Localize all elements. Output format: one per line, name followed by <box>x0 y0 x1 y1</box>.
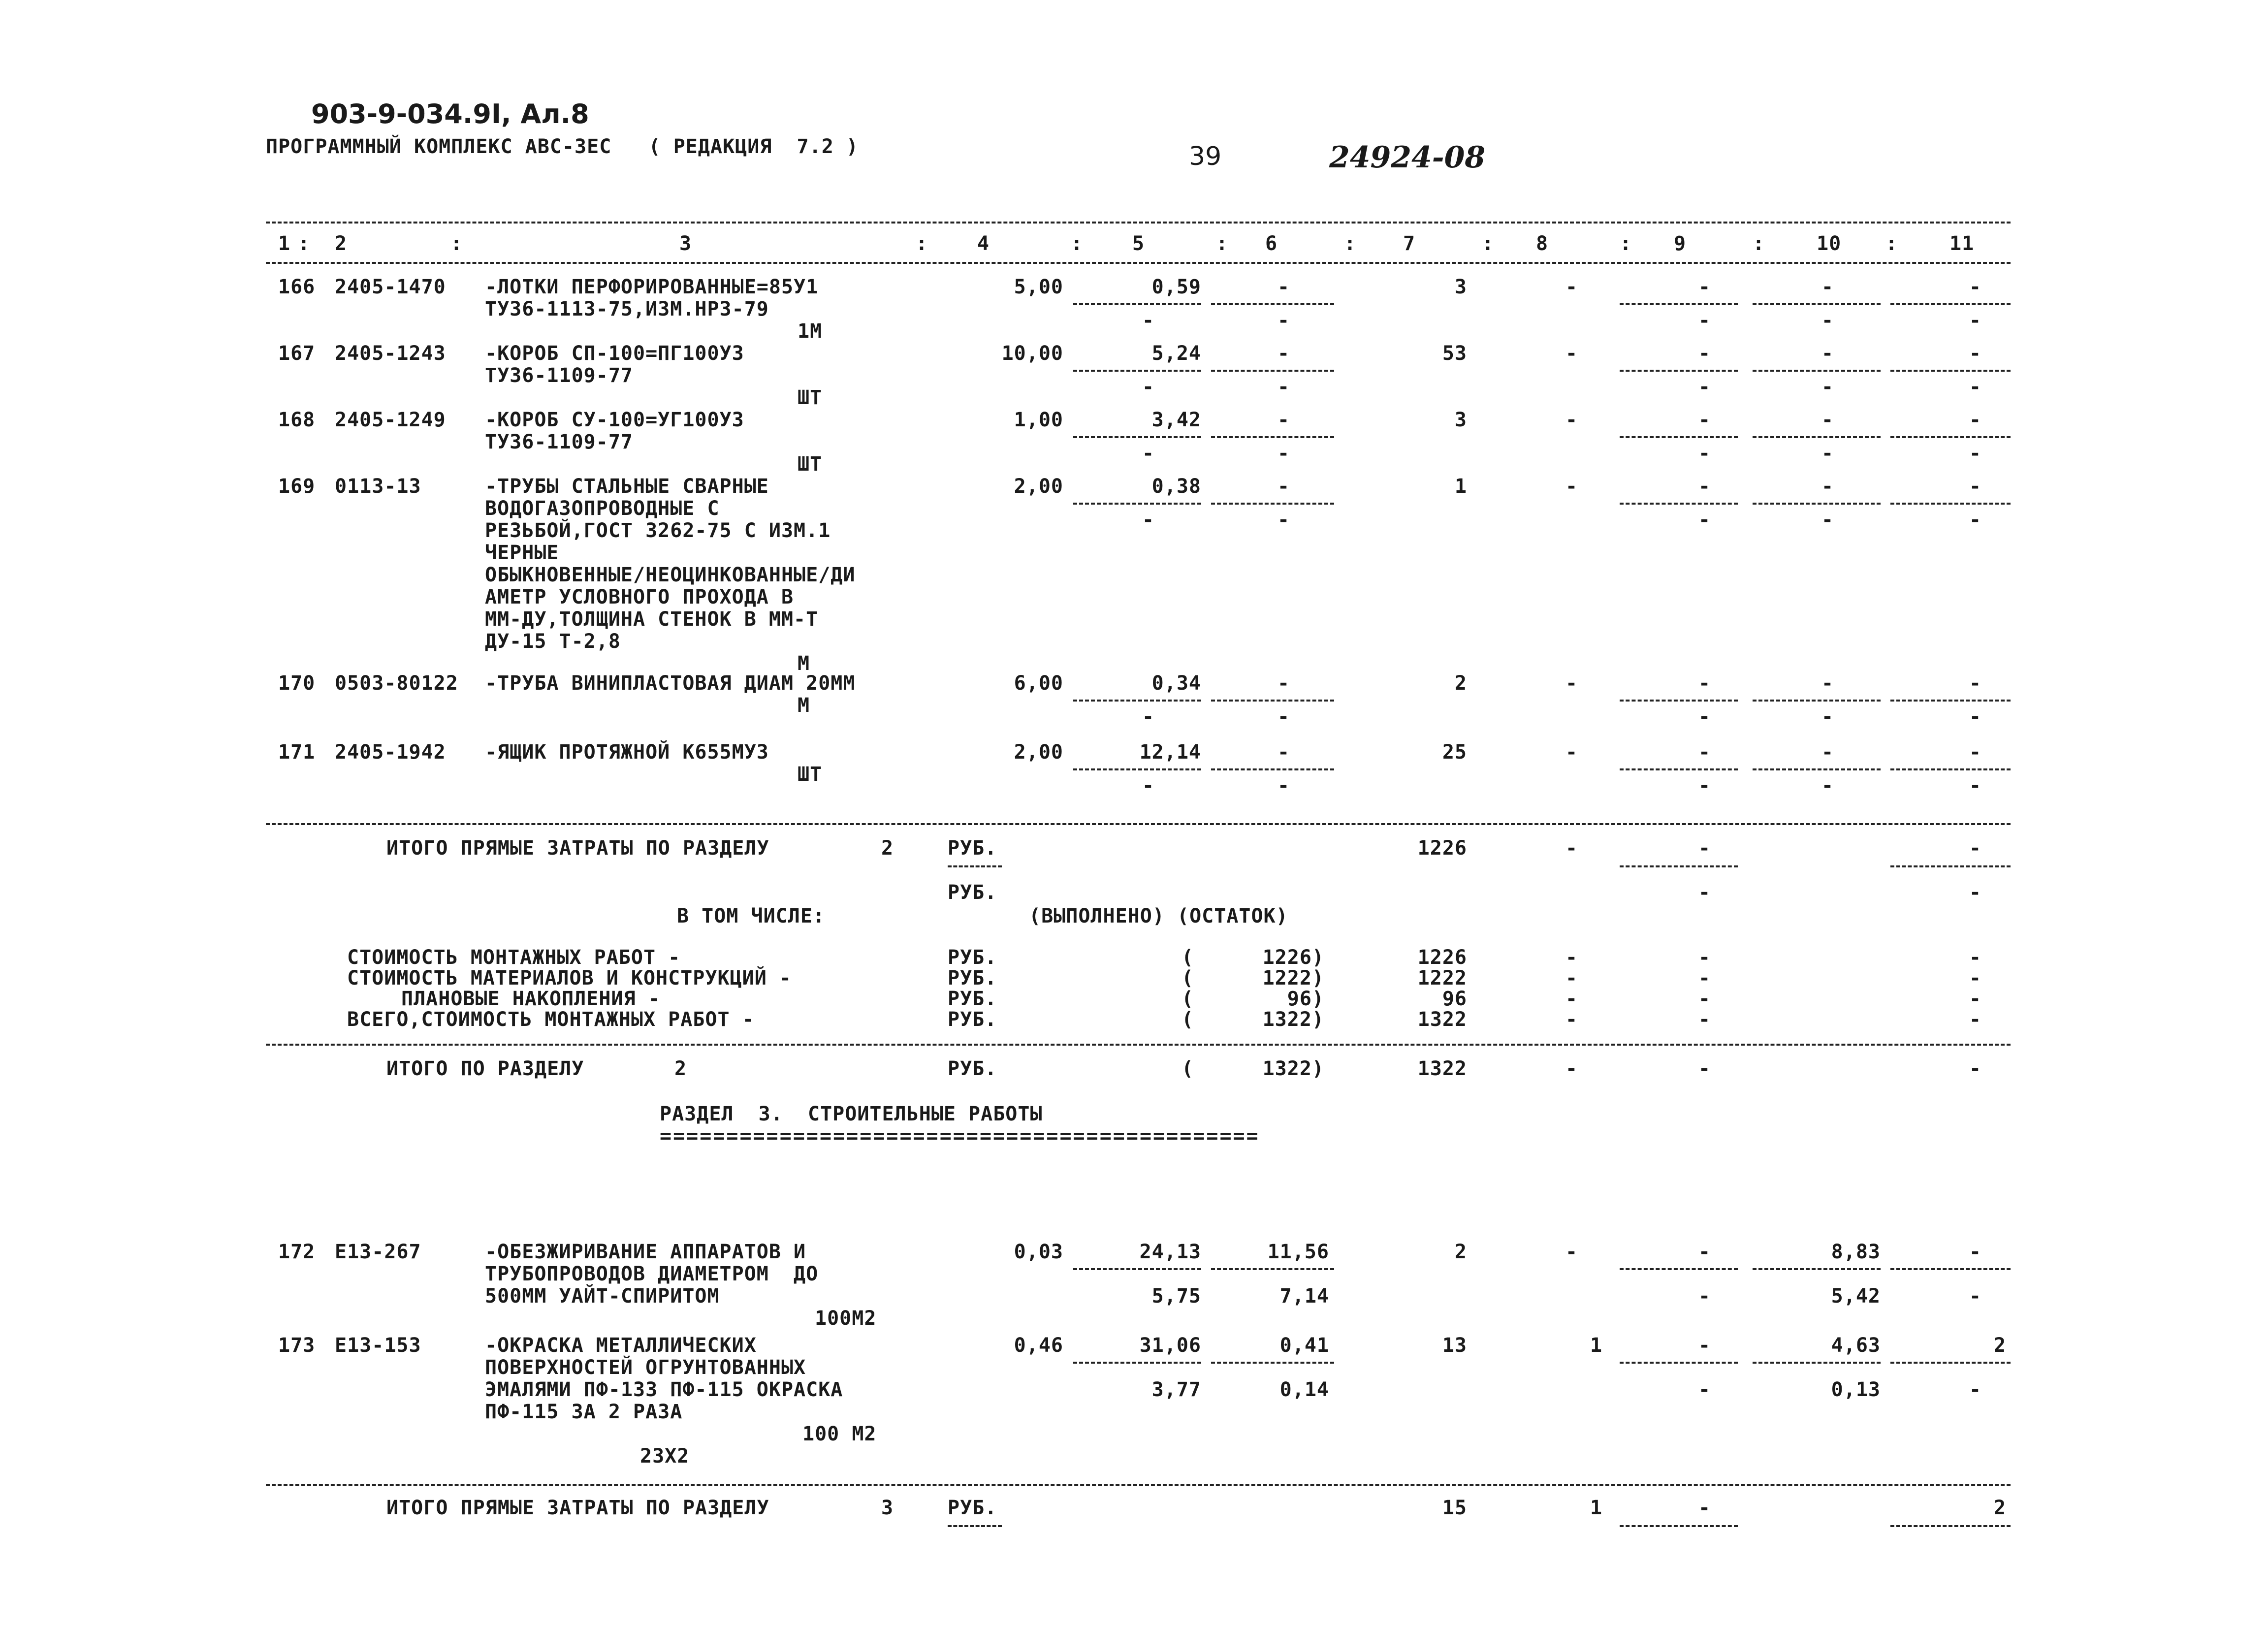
cell-rule <box>1620 700 1738 702</box>
row-c10: - <box>1821 672 1834 695</box>
row-number: 170 <box>278 672 316 695</box>
breakdown-rub: РУБ. <box>948 946 997 969</box>
row-description-line: ТРУБОПРОВОДОВ ДИАМЕТРОМ ДО <box>485 1263 819 1285</box>
row-c6-second: 7,14 <box>1279 1285 1329 1308</box>
row-description-line: ОБЫКНОВЕННЫЕ/НЕОЦИНКОВАННЫЕ/ДИ <box>485 564 856 586</box>
breakdown-dash: - <box>1565 967 1578 990</box>
breakdown-value: 96 <box>1442 988 1467 1010</box>
row-c11: - <box>1969 475 1982 498</box>
total-c8: - <box>1565 837 1578 860</box>
column-separator: : <box>1753 232 1765 255</box>
cell-rule <box>1620 370 1738 372</box>
cell-rule <box>1073 370 1201 372</box>
row-code: 0113-13 <box>335 475 421 498</box>
row-c10: - <box>1821 342 1834 365</box>
row-c8: - <box>1565 1241 1578 1263</box>
row-c6-second: 0,14 <box>1279 1378 1329 1401</box>
row-dash: - <box>1698 774 1711 797</box>
cell-rule <box>1620 1268 1738 1270</box>
row-unit: ШТ <box>798 453 823 476</box>
row-c9: - <box>1698 276 1711 298</box>
breakdown-dash: - <box>1698 1008 1711 1031</box>
row-c10: - <box>1821 475 1834 498</box>
breakdown-label: СТОИМОСТЬ МОНТАЖНЫХ РАБОТ - <box>347 946 681 969</box>
row-c10: - <box>1821 409 1834 431</box>
breakdown-dash: - <box>1969 946 1982 969</box>
row-c8: - <box>1565 276 1578 298</box>
column-header-2: 2 <box>335 232 348 255</box>
row-dash: - <box>1278 442 1290 465</box>
row-c11: - <box>1969 409 1982 431</box>
row-price: 0,59 <box>1151 276 1201 298</box>
including-label: В ТОМ ЧИСЛЕ: <box>677 905 825 927</box>
row-code: 0503-80122 <box>335 672 458 695</box>
row-description-line: ДУ-15 Т-2,8 <box>485 630 621 653</box>
row-total: 53 <box>1442 342 1467 365</box>
section-3-rule <box>266 1484 2011 1486</box>
row-description-line: -КОРОБ СУ-100=УГ100У3 <box>485 409 744 431</box>
row-c8: - <box>1565 409 1578 431</box>
row-quantity: 0,46 <box>1014 1334 1063 1357</box>
row-dash: - <box>1698 376 1711 398</box>
row-code: 2405-1942 <box>335 741 446 764</box>
row-dash: - <box>1142 509 1155 531</box>
s3-total-c8: 1 <box>1590 1497 1603 1519</box>
row-c9: - <box>1698 1334 1711 1357</box>
column-header-5: 5 <box>1132 232 1145 255</box>
row-c10-second: 0,13 <box>1831 1378 1881 1401</box>
total-c11: - <box>1969 837 1982 860</box>
row-c9: - <box>1698 741 1711 764</box>
cell-rule <box>1073 503 1201 505</box>
total-direct-value: 1226 <box>1417 837 1467 860</box>
s3-section-number: 3 <box>881 1497 894 1519</box>
row-dash: - <box>1142 309 1155 332</box>
column-separator: : <box>916 232 928 255</box>
cell-rule <box>1620 1362 1738 1364</box>
row-dash: - <box>1142 705 1155 728</box>
row-c11: 2 <box>1994 1334 2007 1357</box>
breakdown-paren: ( <box>1182 967 1194 990</box>
row-c6: 11,56 <box>1267 1241 1329 1263</box>
breakdown-dash: - <box>1565 988 1578 1010</box>
total-c9: - <box>1698 837 1711 860</box>
row-dash: - <box>1969 442 1982 465</box>
column-header-6: 6 <box>1265 232 1278 255</box>
s3-total-c11: 2 <box>1994 1497 2007 1519</box>
row-number: 168 <box>278 409 316 431</box>
column-header-3: 3 <box>679 232 692 255</box>
row-dash: - <box>1969 376 1982 398</box>
row-dash: - <box>1969 509 1982 531</box>
cell-rule <box>1890 303 2011 305</box>
cell-rule <box>1890 768 2011 770</box>
breakdown-done: 96) <box>1287 988 1324 1010</box>
column-header-4: 4 <box>977 232 990 255</box>
breakdown-dash: - <box>1565 1008 1578 1031</box>
column-separator: : <box>1344 232 1357 255</box>
row-dash: - <box>1278 774 1290 797</box>
row-description-line: ЧЕРНЫЕ <box>485 542 559 564</box>
column-separator: : <box>1885 232 1898 255</box>
row-c10: 4,63 <box>1831 1334 1881 1357</box>
section-2-total-rule <box>266 1044 2011 1046</box>
cell-rule <box>1211 1362 1334 1364</box>
row-c11: - <box>1969 672 1982 695</box>
row-c9-second: - <box>1698 1285 1711 1308</box>
row-c8: 1 <box>1590 1334 1603 1357</box>
row-description-line: -ОКРАСКА МЕТАЛЛИЧЕСКИХ <box>485 1334 757 1357</box>
section-total-label: ИТОГО ПО РАЗДЕЛУ <box>386 1057 584 1080</box>
row-c6: - <box>1278 342 1290 365</box>
cell-rule <box>1620 303 1738 305</box>
row-total: 1 <box>1454 475 1467 498</box>
row-dash: - <box>1142 442 1155 465</box>
breakdown-label: ВСЕГО,СТОИМОСТЬ МОНТАЖНЫХ РАБОТ - <box>347 1008 755 1031</box>
column-header-11: 11 <box>1949 232 1975 255</box>
section-3-title: РАЗДЕЛ 3. СТРОИТЕЛЬНЫЕ РАБОТЫ <box>660 1103 1043 1125</box>
cell-rule <box>1211 436 1334 438</box>
breakdown-paren: ( <box>1182 946 1194 969</box>
breakdown-paren: ( <box>1182 988 1194 1010</box>
breakdown-rub: РУБ. <box>948 967 997 990</box>
section-total-done: 1322) <box>1262 1057 1324 1080</box>
cell-rule <box>1073 1268 1201 1270</box>
row-price: 3,42 <box>1151 409 1201 431</box>
row-total: 25 <box>1442 741 1467 764</box>
row-quantity: 1,00 <box>1014 409 1063 431</box>
row-quantity: 10,00 <box>1001 342 1063 365</box>
cell-rule <box>1073 436 1201 438</box>
row-c5: 24,13 <box>1139 1241 1201 1263</box>
row-dash: - <box>1821 376 1834 398</box>
row-c9: - <box>1698 672 1711 695</box>
row-dash: - <box>1698 309 1711 332</box>
row-quantity: 6,00 <box>1014 672 1063 695</box>
row-c8: - <box>1565 475 1578 498</box>
row-price: 0,34 <box>1151 672 1201 695</box>
row-c6: - <box>1278 409 1290 431</box>
row-price: 5,24 <box>1151 342 1201 365</box>
column-header-9: 9 <box>1674 232 1687 255</box>
s3-total-value: 15 <box>1442 1497 1467 1519</box>
row-total: 3 <box>1454 276 1467 298</box>
breakdown-done: 1322) <box>1262 1008 1324 1031</box>
row-quantity: 2,00 <box>1014 475 1063 498</box>
row-c9: - <box>1698 1241 1711 1263</box>
row-c5: 31,06 <box>1139 1334 1201 1357</box>
row-dash: - <box>1969 774 1982 797</box>
column-separator: : <box>450 232 463 255</box>
cell-rule <box>1753 1362 1881 1364</box>
row-dash: - <box>1821 442 1834 465</box>
cell-rule <box>1753 1268 1881 1270</box>
row-description-line: АМЕТР УСЛОВНОГО ПРОХОДА В <box>485 586 794 608</box>
row-c8: - <box>1565 672 1578 695</box>
breakdown-value: 1322 <box>1417 1008 1467 1031</box>
cell-rule <box>1211 503 1334 505</box>
row-description-line: -ЯЩИК ПРОТЯЖНОЙ К655МУ3 <box>485 741 769 764</box>
breakdown-dash: - <box>1698 988 1711 1010</box>
cell-rule <box>1753 370 1881 372</box>
row-c11: - <box>1969 1241 1982 1263</box>
breakdown-dash: - <box>1969 988 1982 1010</box>
cell-rule <box>1890 370 2011 372</box>
table-top-rule <box>266 222 2011 223</box>
section-2-rule <box>266 823 2011 825</box>
s3-total-direct-label: ИТОГО ПРЯМЫЕ ЗАТРАТЫ ПО РАЗДЕЛУ <box>386 1497 769 1519</box>
column-header-rule <box>266 262 2011 264</box>
breakdown-done: 1222) <box>1262 967 1324 990</box>
row-total: 2 <box>1454 1241 1467 1263</box>
breakdown-dash: - <box>1969 1008 1982 1031</box>
row-price: 12,14 <box>1139 741 1201 764</box>
row-number: 169 <box>278 475 316 498</box>
column-separator: : <box>1620 232 1632 255</box>
cell-rule <box>1890 700 2011 702</box>
cell-rule <box>1890 1362 2011 1364</box>
row-description-line: -ТРУБЫ СТАЛЬНЫЕ СВАРНЫЕ <box>485 475 769 498</box>
section-total-value: 1322 <box>1417 1057 1467 1080</box>
row-c11-second: - <box>1969 1285 1982 1308</box>
cell-rule <box>1073 1362 1201 1364</box>
row-unit: М <box>798 694 810 717</box>
row-number: 171 <box>278 741 316 764</box>
row-code: E13-153 <box>335 1334 421 1357</box>
rub-label-2: РУБ. <box>948 881 997 904</box>
row-unit: 100М2 <box>815 1307 877 1330</box>
handwritten-code: 24924-08 <box>1329 140 1486 175</box>
row-c6: - <box>1278 741 1290 764</box>
breakdown-dash: - <box>1698 967 1711 990</box>
cell-rule <box>1753 303 1881 305</box>
row-description-line: ТУ36-1109-77 <box>485 364 633 387</box>
row-description-line: -КОРОБ СП-100=ПГ100У3 <box>485 342 744 365</box>
cell-rule <box>1073 768 1201 770</box>
section-number: 2 <box>881 837 894 860</box>
row-c10: - <box>1821 741 1834 764</box>
row-description-line: ТУ36-1109-77 <box>485 431 633 453</box>
row-quantity: 5,00 <box>1014 276 1063 298</box>
column-separator: : <box>298 232 311 255</box>
row-multiplier: 23Х2 <box>640 1445 690 1468</box>
cell-rule <box>1211 768 1334 770</box>
cell-rule <box>1890 436 2011 438</box>
row-c11: - <box>1969 342 1982 365</box>
done-rest-label: (ВЫПОЛНЕНО) (ОСТАТОК) <box>1029 905 1288 927</box>
row-dash: - <box>1821 705 1834 728</box>
row-dash: - <box>1698 509 1711 531</box>
row-description-line: РЕЗЬБОЙ,ГОСТ 3262-75 С ИЗМ.1 <box>485 519 831 542</box>
row-total: 2 <box>1454 672 1467 695</box>
row-c10: - <box>1821 276 1834 298</box>
row-c9: - <box>1698 475 1711 498</box>
row-number: 172 <box>278 1241 316 1263</box>
row-dash: - <box>1698 442 1711 465</box>
row-dash: - <box>1821 309 1834 332</box>
row-description-line: -ОБЕЗЖИРИВАНИЕ АППАРАТОВ И <box>485 1241 806 1263</box>
row-description-line: ЭМАЛЯМИ ПФ-133 ПФ-115 ОКРАСКА <box>485 1378 843 1401</box>
program-line: ПРОГРАММНЫЙ КОМПЛЕКС АВС-3ЕС ( РЕДАКЦИЯ 7.2 ) <box>266 135 859 158</box>
row-description-line: ТУ36-1113-75,ИЗМ.НРЗ-79 <box>485 298 769 320</box>
row-c6: - <box>1278 475 1290 498</box>
row-number: 167 <box>278 342 316 365</box>
row-c10-second: 5,42 <box>1831 1285 1881 1308</box>
row-c10: 8,83 <box>1831 1241 1881 1263</box>
row-description-line: ПОВЕРХНОСТЕЙ ОГРУНТОВАННЫХ <box>485 1356 806 1379</box>
cell-rule <box>1753 436 1881 438</box>
breakdown-paren: ( <box>1182 1008 1194 1031</box>
cell-rule <box>1211 370 1334 372</box>
s3-rub-label: РУБ. <box>948 1497 997 1519</box>
column-header-10: 10 <box>1817 232 1842 255</box>
row-unit: ШТ <box>798 763 823 786</box>
row-c11: - <box>1969 276 1982 298</box>
section-3-underline: ============================================= <box>660 1125 1260 1148</box>
row-c9: - <box>1698 409 1711 431</box>
row-c5-second: 3,77 <box>1151 1378 1201 1401</box>
row-description-line: -ЛОТКИ ПЕРФОРИРОВАННЫЕ=85У1 <box>485 276 819 298</box>
cell-rule <box>1211 700 1334 702</box>
cell-rule <box>1753 503 1881 505</box>
row-quantity: 0,03 <box>1014 1241 1063 1263</box>
column-separator: : <box>1216 232 1229 255</box>
row-unit: ШТ <box>798 386 823 409</box>
column-header-1: 1 <box>278 232 291 255</box>
row-dash: - <box>1278 509 1290 531</box>
breakdown-dash: - <box>1565 946 1578 969</box>
breakdown-label: ПЛАНОВЫЕ НАКОПЛЕНИЯ - <box>401 988 661 1010</box>
breakdown-dash: - <box>1698 946 1711 969</box>
row-description-line: ПФ-115 ЗА 2 РАЗА <box>485 1401 683 1423</box>
row-number: 166 <box>278 276 316 298</box>
total-direct-label: ИТОГО ПРЯМЫЕ ЗАТРАТЫ ПО РАЗДЕЛУ <box>386 837 769 860</box>
row-c9: - <box>1698 342 1711 365</box>
breakdown-rub: РУБ. <box>948 988 997 1010</box>
cell-rule <box>1073 700 1201 702</box>
row-dash: - <box>1142 376 1155 398</box>
rub-label: РУБ. <box>948 837 997 860</box>
row-description-line: 500ММ УАЙТ-СПИРИТОМ <box>485 1285 720 1308</box>
row-dash: - <box>1142 774 1155 797</box>
section-total-rub: РУБ. <box>948 1057 997 1080</box>
row-dash: - <box>1969 705 1982 728</box>
row-c11-second: - <box>1969 1378 1982 1401</box>
cell-rule <box>1211 1268 1334 1270</box>
row-dash: - <box>1278 309 1290 332</box>
row-code: 2405-1470 <box>335 276 446 298</box>
row-dash: - <box>1278 705 1290 728</box>
row-total: 3 <box>1454 409 1467 431</box>
row-dash: - <box>1698 705 1711 728</box>
row-c8: - <box>1565 741 1578 764</box>
row-description-line: -ТРУБА ВИНИПЛАСТОВАЯ ДИАМ 20ММ <box>485 672 856 695</box>
cell-rule <box>1073 303 1201 305</box>
row-description-line: ВОДОГАЗОПРОВОДНЫЕ С <box>485 497 720 520</box>
cell-rule <box>1620 768 1738 770</box>
cell-rule <box>1620 436 1738 438</box>
row-code: E13-267 <box>335 1241 421 1263</box>
column-header-7: 7 <box>1403 232 1416 255</box>
column-separator: : <box>1071 232 1084 255</box>
cell-rule <box>1620 503 1738 505</box>
row-number: 173 <box>278 1334 316 1357</box>
cell-rule <box>1211 303 1334 305</box>
row-description-line: ММ-ДУ,ТОЛЩИНА СТЕНОК В ММ-Т <box>485 608 819 631</box>
cell-rule <box>1753 768 1881 770</box>
page-number: 39 <box>1189 142 1222 171</box>
row-unit: М <box>798 652 810 675</box>
row-unit: 100 М2 <box>802 1423 877 1445</box>
row-code: 2405-1243 <box>335 342 446 365</box>
column-header-8: 8 <box>1536 232 1549 255</box>
row-c6: - <box>1278 672 1290 695</box>
row-total: 13 <box>1442 1334 1467 1357</box>
row-c9-second: - <box>1698 1378 1711 1401</box>
row-c5-second: 5,75 <box>1151 1285 1201 1308</box>
row-unit: 1М <box>798 320 823 343</box>
row-dash: - <box>1969 309 1982 332</box>
breakdown-value: 1226 <box>1417 946 1467 969</box>
breakdown-value: 1222 <box>1417 967 1467 990</box>
row-dash: - <box>1278 376 1290 398</box>
breakdown-done: 1226) <box>1262 946 1324 969</box>
cell-rule <box>1753 700 1881 702</box>
row-dash: - <box>1821 774 1834 797</box>
section-total-number: 2 <box>674 1057 687 1080</box>
breakdown-label: СТОИМОСТЬ МАТЕРИАЛОВ И КОНСТРУКЦИЙ - <box>347 967 792 990</box>
cell-rule <box>1890 1268 2011 1270</box>
s3-total-c9: - <box>1698 1497 1711 1519</box>
row-c6: - <box>1278 276 1290 298</box>
row-dash: - <box>1821 509 1834 531</box>
row-c8: - <box>1565 342 1578 365</box>
row-quantity: 2,00 <box>1014 741 1063 764</box>
cell-rule <box>1890 503 2011 505</box>
row-c6: 0,41 <box>1279 1334 1329 1357</box>
row-c11: - <box>1969 741 1982 764</box>
row-price: 0,38 <box>1151 475 1201 498</box>
breakdown-dash: - <box>1969 967 1982 990</box>
document-code: 903-9-034.9I, Ал.8 <box>311 98 589 129</box>
row-code: 2405-1249 <box>335 409 446 431</box>
column-separator: : <box>1482 232 1495 255</box>
breakdown-rub: РУБ. <box>948 1008 997 1031</box>
